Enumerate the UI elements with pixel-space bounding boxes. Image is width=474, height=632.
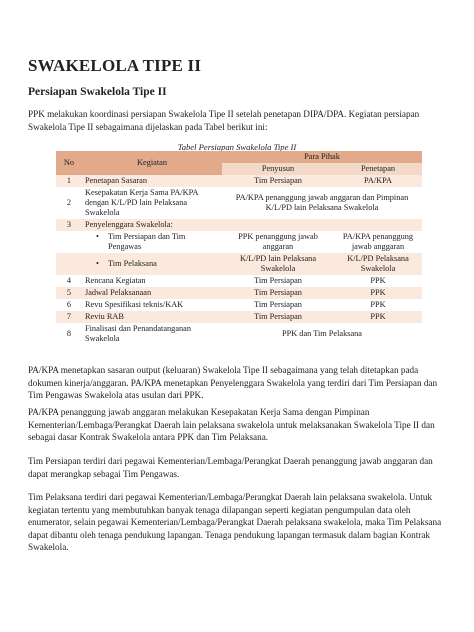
row-para-pihak-merged: PA/KPA penanggung jawab anggaran dan Pimpinan K/L/PD lain Pelaksana Swakelola — [235, 193, 409, 212]
row-penetapan: PPK — [370, 312, 386, 321]
page-title: SWAKELOLA TIPE II — [28, 56, 202, 75]
bullet-icon: • — [96, 232, 99, 241]
table-caption: Tabel Persiapan Swakelola Tipe II — [177, 142, 297, 152]
row-kegiatan: Kesepakatan Kerja Sama PA/KPA dengan K/L/PD lain Pelaksana Swakelola — [85, 188, 198, 217]
row-penyusun: Tim Persiapan — [254, 288, 302, 297]
table-row — [56, 287, 422, 299]
table-row — [56, 253, 422, 275]
row-penetapan: PPK — [370, 288, 386, 297]
header-penetapan: Penetapan — [360, 164, 396, 173]
bullet-icon: • — [96, 259, 99, 268]
row-penetapan: PA/KPA penanggung jawab anggaran — [342, 232, 414, 251]
header-kegiatan: Kegiatan — [137, 158, 167, 167]
row-no: 4 — [66, 276, 72, 285]
row-penetapan — [334, 219, 422, 231]
row-penetapan: PA/KPA — [364, 176, 392, 185]
body-paragraph: PA/KPA menetapkan sasaran output (keluaran) Swakelola Tipe II sebagaimana yang telah ditetapkan pada dokumen kinerja/anggaran. PA/KPA menetapkan Penyelenggara Swakelola yang terdiri dari Tim Persiapan dan Tim Pengawas Swakelola atas usulan dari PPK. — [28, 365, 438, 401]
row-penetapan: K/L/PD Pelaksana Swakelola — [347, 254, 409, 273]
body-paragraph: PA/KPA penanggung jawab anggaran melakukan Kesepakatan Kerja Sama dengan Pimpinan Kementerian/Lembaga/Perangkat Daerah lain pelaksana swakelola untuk melaksanakan Swakelola Tipe II dan sebagai dasar Kontrak Swakelola antara PPK dan Tim Pelaksana. — [28, 407, 435, 443]
preparation-table — [56, 151, 422, 345]
row-penyusun: K/L/PD lain Pelaksana Swakelola — [239, 254, 317, 273]
row-no: 7 — [66, 312, 72, 321]
intro-paragraph: PPK melakukan koordinasi persiapan Swakelola Tipe II setelah penetapan DIPA/DPA. Kegiatan persiapan Swakelola Tipe II sebagaimana dijelaskan pada Tabel berikut ini: — [28, 109, 420, 132]
row-penyusun: Tim Persiapan — [254, 300, 302, 309]
body-paragraph: Tim Pelaksana terdiri dari pegawai Kementerian/Lembaga/Perangkat Daerah lain pelaksana swakelola. Untuk kegiatan tertentu yang membutuhkan banyak tenaga dilapangan seperti kegiatan pengumpulan data oleh enumerator, selain pegawai Kementerian/Lembaga/Perangkat Daerah pelaksana swakelola, maka Tim Pelaksana dapat dibantu oleh tenaga pendukung lapangan. Tenaga pendukung lapangan termasuk dalam bagian Kontrak Swakelola. — [28, 492, 442, 553]
row-no: 6 — [66, 300, 72, 309]
row-kegiatan: Reviu RAB — [85, 312, 124, 321]
row-kegiatan: Jadwal Pelaksanaan — [85, 288, 152, 297]
row-penyusun: Tim Persiapan — [254, 176, 302, 185]
row-penetapan: PPK — [370, 276, 386, 285]
table-row — [56, 323, 422, 345]
row-penetapan: PPK — [370, 300, 386, 309]
row-no — [56, 231, 82, 253]
table-row — [56, 219, 422, 231]
row-kegiatan: Finalisasi dan Penandatanganan Swakelola — [85, 324, 191, 343]
row-no — [56, 253, 82, 275]
row-no: 5 — [66, 288, 72, 297]
row-kegiatan: Tim Pelaksana — [108, 259, 157, 268]
row-no: 8 — [66, 329, 72, 338]
header-penyusun: Penyusun — [261, 164, 295, 173]
table-row — [56, 275, 422, 287]
header-no: No — [63, 158, 75, 167]
table-row — [56, 175, 422, 187]
body-paragraph: Tim Persiapan terdiri dari pegawai Kementerian/Lembaga/Perangkat Daerah penanggung jawab anggaran dan dapat merangkap sebagai Tim Pengawas. — [28, 456, 433, 479]
row-kegiatan: Penyelenggara Swakelola: — [85, 220, 173, 229]
row-penyusun: PPK penanggung jawab anggaran — [238, 232, 318, 251]
table-row — [56, 187, 422, 219]
row-penyusun — [222, 219, 334, 231]
row-kegiatan: Rencana Kegiatan — [85, 276, 146, 285]
section-heading: Persiapan Swakelola Tipe II — [28, 86, 167, 98]
table-row — [56, 299, 422, 311]
header-para-pihak: Para Pihak — [304, 152, 340, 161]
table-row — [56, 231, 422, 253]
row-no: 1 — [66, 176, 72, 185]
row-no: 3 — [66, 220, 72, 229]
row-kegiatan-cell — [82, 231, 222, 253]
row-para-pihak-merged: PPK dan Tim Pelaksana — [282, 329, 362, 338]
row-no: 2 — [66, 198, 72, 207]
row-kegiatan: Tim Persiapan dan Tim Pengawas — [108, 232, 186, 251]
row-kegiatan-cell — [82, 253, 222, 275]
row-kegiatan: Penetapan Sasaran — [85, 176, 147, 185]
row-penyusun: Tim Persiapan — [254, 276, 302, 285]
table-row — [56, 311, 422, 323]
row-kegiatan: Revu Spesifikasi teknis/KAK — [85, 300, 184, 309]
row-penyusun: Tim Persiapan — [254, 312, 302, 321]
